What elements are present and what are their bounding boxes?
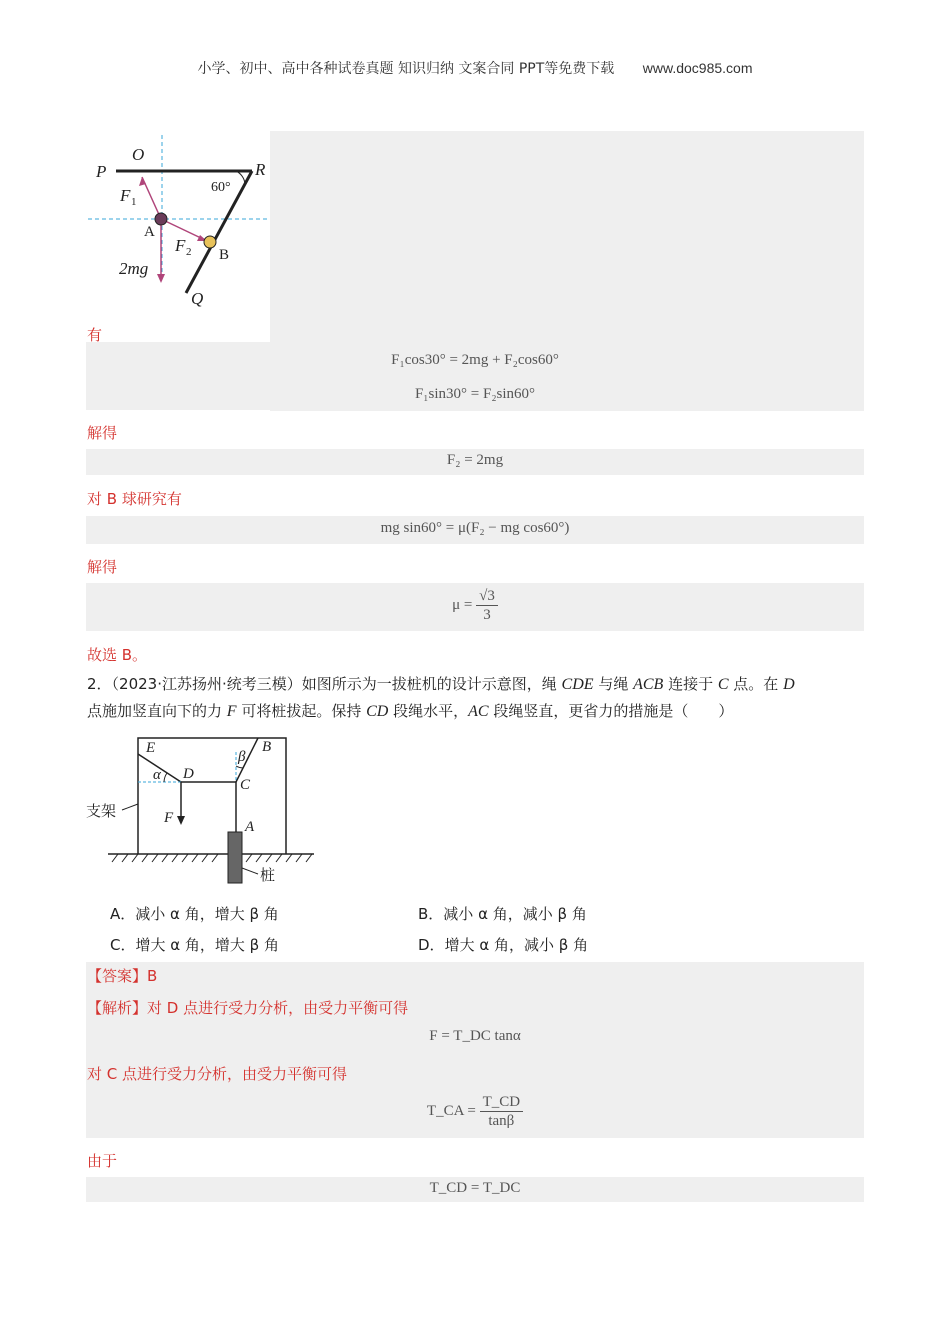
q2-line2d: 段绳竖直，更省力的措施是（ ） <box>488 702 734 720</box>
label-F2-sub: 2 <box>186 246 192 258</box>
mu-numerator: √3 <box>476 587 498 606</box>
label-R: R <box>255 160 266 179</box>
eq7-denominator: tanβ <box>488 1113 515 1129</box>
fig2-E: E <box>146 740 156 756</box>
label-F1-sub: 1 <box>131 196 137 208</box>
label-O: O <box>132 145 145 164</box>
label-youyu: 由于 <box>87 1152 118 1170</box>
answer-label: 【答案】B <box>87 967 158 985</box>
option-B[interactable] <box>418 903 587 924</box>
q2-CDE: CDE <box>561 676 594 693</box>
eq7-lhs: T_CA = <box>426 1102 476 1119</box>
q2-ACB: ACB <box>633 676 664 693</box>
header-site[interactable]: www.doc985.com <box>642 60 753 76</box>
option-A-text: 减小 α 角，增大 β 角 <box>135 905 279 923</box>
label-P: P <box>96 162 107 181</box>
analysis-text: 对 D 点进行受力分析，由受力平衡可得 <box>147 999 409 1017</box>
label-weight: 2mg <box>119 259 149 278</box>
fig2-C: C <box>240 777 251 793</box>
label-dui-C: 对 C 点进行受力分析，由受力平衡可得 <box>87 1065 348 1083</box>
option-B-letter: B． <box>418 905 444 923</box>
option-D-letter: D． <box>418 936 445 954</box>
equation-5 <box>86 587 864 624</box>
option-A-letter: A． <box>110 905 136 923</box>
mu-lhs: μ = <box>452 596 473 613</box>
page-header <box>0 58 950 78</box>
fig2-zhuang: 桩 <box>260 866 276 884</box>
label-Q: Q <box>191 289 204 307</box>
fig2-D: D <box>183 766 194 782</box>
eq7-numerator: T_CD <box>480 1093 524 1112</box>
label-jiede-1: 解得 <box>87 424 118 442</box>
q2-text2: 与绳 <box>593 675 634 693</box>
q2-C: C <box>717 676 729 693</box>
fig2-A: A <box>245 819 255 835</box>
equation-1: F₁cos30° = 2mg + F₂cos60° <box>391 352 559 368</box>
q2-D: D <box>783 676 795 693</box>
mu-fraction <box>476 587 498 624</box>
option-B-text: 减小 α 角，减小 β 角 <box>443 905 587 923</box>
header-text: 小学、初中、高中各种试卷真题 知识归纳 文案合同 PPT等免费下载 <box>197 61 615 77</box>
equation-3: F₂ = 2mg <box>446 452 504 468</box>
q2-CD: CD <box>366 703 389 720</box>
figure-2 <box>86 732 318 886</box>
eq7-fraction <box>480 1093 524 1130</box>
q2-F: F <box>226 703 237 720</box>
option-D-text: 增大 α 角，减小 β 角 <box>444 936 589 954</box>
equation-6: F = T_DC tanα <box>429 1028 521 1044</box>
analysis <box>87 997 408 1018</box>
equation-4: mg sin60° = μ(F₂ − mg cos60°) <box>380 520 570 536</box>
fig2-F: F <box>164 810 174 826</box>
analysis-label: 【解析】 <box>87 999 148 1017</box>
option-D[interactable] <box>418 934 588 955</box>
label-select-B: 故选 B。 <box>87 646 148 664</box>
label-jiede-2: 解得 <box>87 558 118 576</box>
equation-8: T_CD = T_DC <box>429 1180 521 1196</box>
equation-2: F₁sin30° = F₂sin60° <box>414 386 536 402</box>
q2-line2a: 点施加竖直向下的力 <box>87 702 227 720</box>
fig2-alpha: α <box>153 767 161 783</box>
mu-denominator: 3 <box>483 607 491 623</box>
q2-number: 2． <box>87 675 112 693</box>
fig2-zhijia: 支架 <box>86 802 117 820</box>
option-C-letter: C． <box>110 936 136 954</box>
label-dui-B: 对 B 球研究有 <box>87 490 182 508</box>
label-you: 有 <box>87 326 103 344</box>
q2-text3: 连接于 <box>663 675 718 693</box>
q2-line2c: 段绳水平， <box>388 702 469 720</box>
option-C-text: 增大 α 角，增大 β 角 <box>135 936 280 954</box>
q2-source: （2023·江苏扬州·统考三模） <box>111 675 302 693</box>
fig2-beta: β <box>238 749 246 765</box>
q2-line2b: 可将桩拔起。保持 <box>236 702 367 720</box>
label-B: B <box>219 247 230 263</box>
q2-AC: AC <box>468 703 489 720</box>
label-angle: 60° <box>211 180 231 195</box>
question-2 <box>87 671 867 725</box>
q2-text4: 点。在 <box>728 675 784 693</box>
figure-1 <box>86 131 270 307</box>
equation-7 <box>86 1093 864 1130</box>
q2-text1: 如图所示为一拔桩机的设计示意图，绳 <box>301 675 562 693</box>
label-A: A <box>144 224 155 240</box>
label-F1: F <box>120 186 131 205</box>
label-F2: F <box>175 236 186 255</box>
option-C[interactable] <box>110 934 279 955</box>
fig2-B: B <box>262 739 272 755</box>
option-A[interactable] <box>110 903 279 924</box>
